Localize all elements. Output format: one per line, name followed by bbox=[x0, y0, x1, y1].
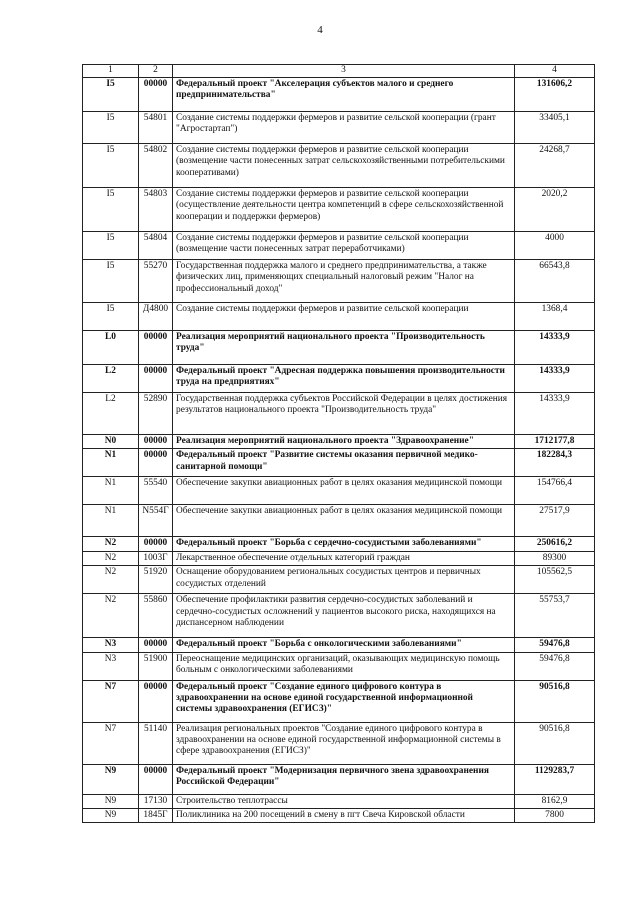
cell-c2: 55270 bbox=[139, 260, 173, 303]
cell-c4: 1129283,7 bbox=[515, 764, 595, 794]
cell-c2: 55860 bbox=[139, 594, 173, 638]
cell-c3: Реализация региональных проектов "Создание единого цифрового контура в здравоохранении на основе единой государственной информационной системы в сфере здравоохранения (ЕГИСЗ)" bbox=[173, 722, 515, 764]
cell-c4: 24268,7 bbox=[515, 144, 595, 188]
cell-c1: N9 bbox=[83, 764, 139, 794]
cell-c3: Создание системы поддержки фермеров и развитие сельской кооперации (грант "Агростартап") bbox=[173, 112, 515, 144]
cell-c4: 154766,4 bbox=[515, 477, 595, 505]
table-row bbox=[83, 260, 595, 303]
table-row bbox=[83, 722, 595, 764]
cell-c4: 14333,9 bbox=[515, 365, 595, 393]
cell-c2: 54803 bbox=[139, 188, 173, 232]
cell-c1: L2 bbox=[83, 365, 139, 393]
table-row bbox=[83, 794, 595, 808]
cell-c2: 00000 bbox=[139, 78, 173, 112]
table-row bbox=[83, 78, 595, 112]
cell-c3: Лекарственное обеспечение отдельных категорий граждан bbox=[173, 551, 515, 565]
cell-c4: 66543,8 bbox=[515, 260, 595, 303]
cell-c1: N1 bbox=[83, 505, 139, 537]
cell-c1: N3 bbox=[83, 638, 139, 652]
cell-c4: 4000 bbox=[515, 232, 595, 260]
cell-c1: L2 bbox=[83, 393, 139, 435]
cell-c3: Создание системы поддержки фермеров и развитие сельской кооперации (возмещение части понесенных затрат сельскохозяйственными потребительскими кооперативами) bbox=[173, 144, 515, 188]
cell-c1: I5 bbox=[83, 78, 139, 112]
cell-c2: 00000 bbox=[139, 638, 173, 652]
cell-c3: Обеспечение закупки авиационных работ в целях оказания медицинской помощи bbox=[173, 505, 515, 537]
cell-c2: 1845Г bbox=[139, 809, 173, 823]
cell-c3: Федеральный проект "Борьба с онкологическими заболеваниями" bbox=[173, 638, 515, 652]
cell-c1: N2 bbox=[83, 566, 139, 594]
table-row bbox=[83, 331, 595, 365]
cell-c3: Поликлиника на 200 посещений в смену в пгт Свеча Кировской области bbox=[173, 809, 515, 823]
cell-c4: 131606,2 bbox=[515, 78, 595, 112]
cell-c4: 90516,8 bbox=[515, 722, 595, 764]
cell-c4: 7800 bbox=[515, 809, 595, 823]
table-row bbox=[83, 477, 595, 505]
cell-c1: N2 bbox=[83, 551, 139, 565]
cell-c2: N554Г bbox=[139, 505, 173, 537]
table-row bbox=[83, 435, 595, 449]
cell-c1: N2 bbox=[83, 594, 139, 638]
cell-c2: 51920 bbox=[139, 566, 173, 594]
table-body bbox=[83, 78, 595, 823]
table-row bbox=[83, 566, 595, 594]
table-row bbox=[83, 144, 595, 188]
cell-c2: 17130 bbox=[139, 794, 173, 808]
column-header-2: 2 bbox=[139, 65, 173, 78]
cell-c2: 52890 bbox=[139, 393, 173, 435]
cell-c3: Обеспечение закупки авиационных работ в целях оказания медицинской помощи bbox=[173, 477, 515, 505]
cell-c4: 105562,5 bbox=[515, 566, 595, 594]
cell-c4: 59476,8 bbox=[515, 652, 595, 680]
cell-c4: 8162,9 bbox=[515, 794, 595, 808]
cell-c1: N3 bbox=[83, 652, 139, 680]
cell-c2: 00000 bbox=[139, 449, 173, 477]
cell-c4: 2020,2 bbox=[515, 188, 595, 232]
cell-c4: 89300 bbox=[515, 551, 595, 565]
cell-c1: N1 bbox=[83, 449, 139, 477]
cell-c2: Д4800 bbox=[139, 303, 173, 331]
cell-c2: 55540 bbox=[139, 477, 173, 505]
cell-c1: I5 bbox=[83, 188, 139, 232]
cell-c2: 51140 bbox=[139, 722, 173, 764]
cell-c3: Федеральный проект "Акселерация субъектов малого и среднего предпринимательства" bbox=[173, 78, 515, 112]
cell-c2: 51900 bbox=[139, 652, 173, 680]
cell-c1: N9 bbox=[83, 809, 139, 823]
table-row bbox=[83, 537, 595, 551]
cell-c3: Федеральный проект "Развитие системы оказания первичной медико-санитарной помощи" bbox=[173, 449, 515, 477]
table-row bbox=[83, 393, 595, 435]
table-row bbox=[83, 505, 595, 537]
table-row bbox=[83, 303, 595, 331]
column-header-4: 4 bbox=[515, 65, 595, 78]
cell-c3: Обеспечение профилактики развития сердечно-сосудистых заболеваний и сердечно-сосудистых осложнений у пациентов высокого риска, находящихся на диспансерном наблюдении bbox=[173, 594, 515, 638]
column-header-1: 1 bbox=[83, 65, 139, 78]
page-number: 4 bbox=[317, 24, 323, 36]
cell-c3: Федеральный проект "Модернизация первичного звена здравоохранения Российской Федерации" bbox=[173, 764, 515, 794]
cell-c3: Строительство теплотрассы bbox=[173, 794, 515, 808]
cell-c3: Государственная поддержка субъектов Российской Федерации в целях достижения результатов национального проекта "Производительность труда" bbox=[173, 393, 515, 435]
cell-c1: I5 bbox=[83, 144, 139, 188]
cell-c2: 00000 bbox=[139, 435, 173, 449]
cell-c3: Государственная поддержка малого и среднего предпринимательства, а также физических лиц, применяющих специальный налоговый режим "Налог на профессиональный доход" bbox=[173, 260, 515, 303]
cell-c3: Федеральный проект "Борьба с сердечно-сосудистыми заболеваниями" bbox=[173, 537, 515, 551]
table-row bbox=[83, 652, 595, 680]
table-row bbox=[83, 232, 595, 260]
cell-c3: Федеральный проект "Адресная поддержка повышения производительности труда на предприятиях" bbox=[173, 365, 515, 393]
cell-c4: 14333,9 bbox=[515, 331, 595, 365]
cell-c3: Реализация мероприятий национального проекта "Здравоохранение" bbox=[173, 435, 515, 449]
cell-c2: 00000 bbox=[139, 680, 173, 722]
cell-c1: N7 bbox=[83, 722, 139, 764]
cell-c3: Переоснащение медицинских организаций, оказывающих медицинскую помощь больным с онкологическими заболеваниями bbox=[173, 652, 515, 680]
table-row bbox=[83, 112, 595, 144]
cell-c3: Создание системы поддержки фермеров и развитие сельской кооперации (возмещение части понесенных затрат переработчиками) bbox=[173, 232, 515, 260]
column-header-3: 3 bbox=[173, 65, 515, 78]
table-row bbox=[83, 764, 595, 794]
cell-c4: 250616,2 bbox=[515, 537, 595, 551]
cell-c2: 00000 bbox=[139, 331, 173, 365]
table-row bbox=[83, 809, 595, 823]
table-row bbox=[83, 594, 595, 638]
table-row bbox=[83, 551, 595, 565]
cell-c2: 00000 bbox=[139, 764, 173, 794]
table-row bbox=[83, 365, 595, 393]
cell-c2: 54801 bbox=[139, 112, 173, 144]
cell-c4: 1368,4 bbox=[515, 303, 595, 331]
cell-c1: N7 bbox=[83, 680, 139, 722]
cell-c3: Федеральный проект "Создание единого цифрового контура в здравоохранении на основе единой государственной информационной системы здравоохранения (ЕГИСЗ)" bbox=[173, 680, 515, 722]
table-header-row bbox=[83, 65, 595, 78]
table-row bbox=[83, 449, 595, 477]
table-row bbox=[83, 680, 595, 722]
cell-c2: 00000 bbox=[139, 365, 173, 393]
cell-c2: 1003Г bbox=[139, 551, 173, 565]
cell-c2: 54804 bbox=[139, 232, 173, 260]
cell-c3: Оснащение оборудованием региональных сосудистых центров и первичных сосудистых отделений bbox=[173, 566, 515, 594]
cell-c1: I5 bbox=[83, 260, 139, 303]
cell-c1: N1 bbox=[83, 477, 139, 505]
cell-c1: L0 bbox=[83, 331, 139, 365]
cell-c4: 27517,9 bbox=[515, 505, 595, 537]
cell-c4: 33405,1 bbox=[515, 112, 595, 144]
cell-c4: 182284,3 bbox=[515, 449, 595, 477]
cell-c3: Создание системы поддержки фермеров и развитие сельской кооперации (осуществление деятельности центра компетенций в сфере сельскохозяйственной кооперации и поддержки фермеров) bbox=[173, 188, 515, 232]
cell-c4: 14333,9 bbox=[515, 393, 595, 435]
cell-c4: 55753,7 bbox=[515, 594, 595, 638]
cell-c2: 00000 bbox=[139, 537, 173, 551]
cell-c4: 1712177,8 bbox=[515, 435, 595, 449]
cell-c1: I5 bbox=[83, 112, 139, 144]
cell-c4: 59476,8 bbox=[515, 638, 595, 652]
table-row bbox=[83, 188, 595, 232]
cell-c1: I5 bbox=[83, 303, 139, 331]
cell-c2: 54802 bbox=[139, 144, 173, 188]
cell-c1: N2 bbox=[83, 537, 139, 551]
cell-c1: N0 bbox=[83, 435, 139, 449]
cell-c4: 90516,8 bbox=[515, 680, 595, 722]
budget-table bbox=[82, 64, 595, 823]
cell-c1: I5 bbox=[83, 232, 139, 260]
table-row bbox=[83, 638, 595, 652]
cell-c3: Создание системы поддержки фермеров и развитие сельской кооперации bbox=[173, 303, 515, 331]
cell-c3: Реализация мероприятий национального проекта "Производительность труда" bbox=[173, 331, 515, 365]
cell-c1: N9 bbox=[83, 794, 139, 808]
